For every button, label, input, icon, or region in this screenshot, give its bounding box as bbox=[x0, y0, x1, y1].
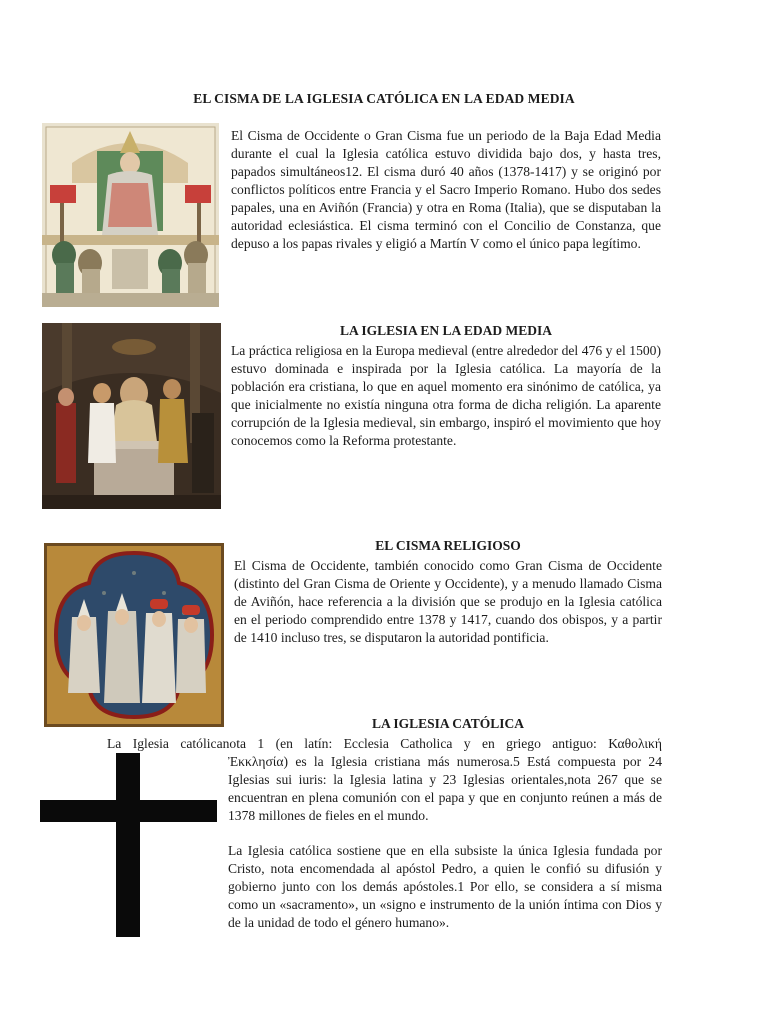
bishops-miniature bbox=[44, 543, 224, 727]
section-1-text: El Cisma de Occidente o Gran Cisma fue un periodo de la Baja Edad Media durante el cual la Iglesia católica estuvo dividida bajo dos, y hasta tres, papados simultáneos12. El cisma duró 40 años (1378-1417) y se originó por conflictos políticos entre Francia y el Sacro Imperio Romano. Hubo dos sedes papales, una en Aviñón (Francia) y otra en Roma (Italia), que se disputaban la autoridad eclesiástica. El cisma terminó con el Concilio de Constanza, que depuso a los papas rivales y eligió a Martín V como el único papa legítimo. bbox=[231, 128, 661, 251]
cross-vertical-bar bbox=[116, 753, 140, 937]
baptism-painting bbox=[42, 323, 221, 509]
section-4-text: Ἐκκλησία) es la Iglesia cristiana más numerosa.5 Está compuesta por 24 Iglesias sui iuris: la Iglesia latina y 23 Iglesias orientales,nota 267 que se encuentran en plena comunión con el papa y que en conjunto reúnen a más de 1378 millones de fieles en el mundo. bbox=[228, 754, 662, 823]
section-3-text: El Cisma de Occidente, también conocido como Gran Cisma de Occidente (distinto del Gran Cisma de Oriente y Occidente), y a menudo llamado Cisma de Aviñón, hace referencia a la división que se produjo en la Iglesia católica en el periodo comprendido entre 1378 y 1417, cuando dos obispos, y a partir de 1410 incluso tres, se disputaron la autoridad pontificia. bbox=[234, 558, 662, 645]
section-2-heading: LA IGLESIA EN LA EDAD MEDIA bbox=[340, 323, 552, 338]
section-3-heading: EL CISMA RELIGIOSO bbox=[375, 538, 521, 553]
section-4-first-line: La Iglesia católicanota 1 (en latín: Ecclesia Catholica y en griego antiguo: Καθολική bbox=[107, 736, 662, 751]
section-4-heading: LA IGLESIA CATÓLICA bbox=[371, 716, 525, 731]
section-4-text2: La Iglesia católica sostiene que en ella subsiste la única Iglesia fundada por Cristo, nota encomendada al apóstol Pedro, a quien le confió su difusión y gobierno junto con los demás apóstoles.1 Por ello, se considera a sí misma como un «sacramento», un «signo e instrumento de la unión íntima con Dios y de la unidad de todo el género humano». bbox=[228, 843, 662, 930]
cross-horizontal-bar bbox=[40, 800, 217, 822]
council-of-constance-illustration bbox=[42, 123, 219, 307]
page-title: EL CISMA DE LA IGLESIA CATÓLICA EN LA EDAD MEDIA bbox=[193, 91, 575, 106]
section-2-text: La práctica religiosa en la Europa medieval (entre alrededor del 476 y el 1500) estuvo dominada e inspirada por la Iglesia católica. La mayoría de la población era cristiana, lo que en aquel momento era sinónimo de católica, ya que inicialmente no existía ninguna otra forma de dicha religión. La aparente corrupción de la Iglesia medieval, sin embargo, inspiró el movimiento que hoy conocemos como la Reforma protestante. bbox=[231, 343, 661, 448]
